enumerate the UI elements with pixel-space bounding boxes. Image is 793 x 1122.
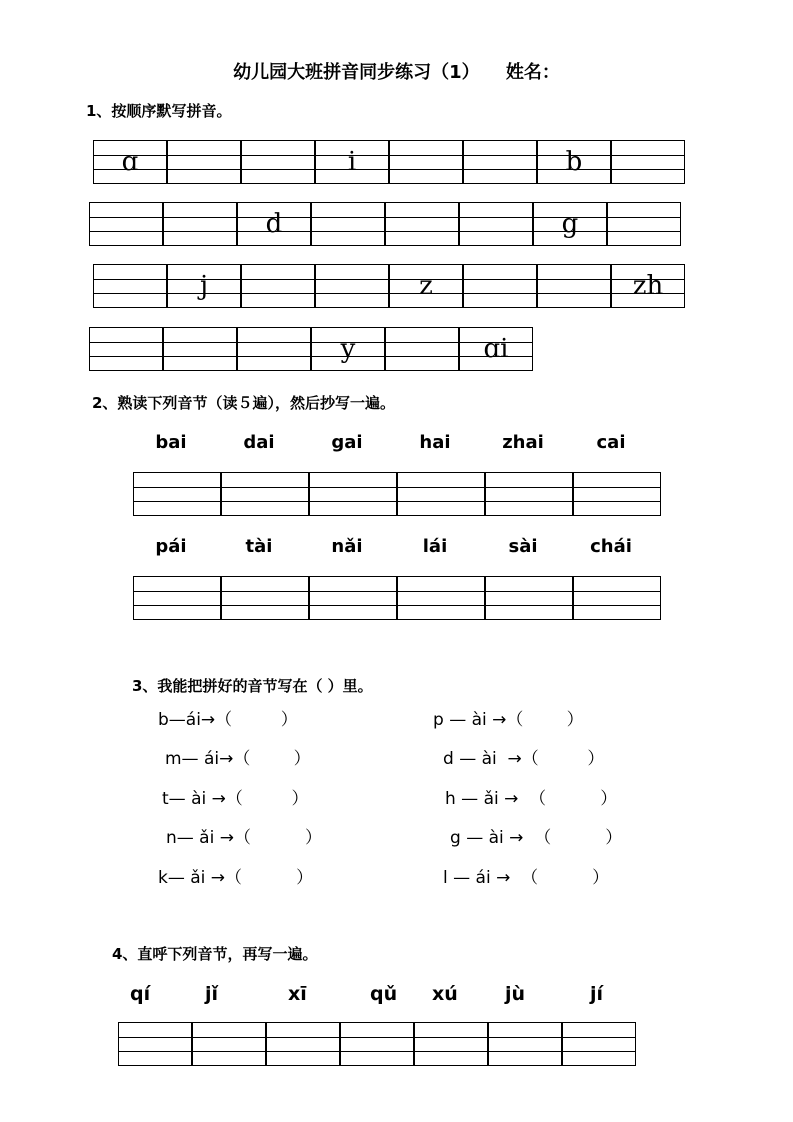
letter-box[interactable]: [459, 327, 533, 371]
letter-box[interactable]: [241, 140, 315, 184]
syllable-label: xī: [288, 983, 307, 1005]
syllable-label: jí: [590, 983, 604, 1005]
section-4-heading: 4、直呼下列音节，再写一遍。: [112, 945, 318, 963]
copy-box[interactable]: [340, 1022, 414, 1066]
syllable-label: lái: [422, 536, 448, 557]
copy-box[interactable]: [397, 472, 485, 516]
pinyin-combination[interactable]: k— ǎi →（ ）: [158, 868, 314, 888]
box-letter: z: [419, 271, 433, 301]
copy-box[interactable]: [309, 472, 397, 516]
letter-box[interactable]: [237, 202, 311, 246]
letter-box[interactable]: [385, 327, 459, 371]
pinyin-combination[interactable]: l — ái → （ ）: [443, 868, 610, 888]
letter-box[interactable]: [463, 140, 537, 184]
copy-box[interactable]: [309, 576, 397, 620]
letter-box[interactable]: [389, 140, 463, 184]
letter-box[interactable]: [385, 202, 459, 246]
copy-box[interactable]: [192, 1022, 266, 1066]
copy-box[interactable]: [133, 472, 221, 516]
copy-box[interactable]: [414, 1022, 488, 1066]
worksheet-title: 幼儿园大班拼音同步练习（1）: [233, 62, 480, 83]
letter-box[interactable]: [315, 264, 389, 308]
section-1-heading: 1、按顺序默写拼音。: [86, 102, 232, 120]
box-letter: b: [565, 147, 583, 177]
pinyin-combination[interactable]: t— ài →（ ）: [162, 789, 309, 809]
syllable-label: chái: [590, 536, 632, 557]
copy-box[interactable]: [485, 576, 573, 620]
box-letter: i: [347, 147, 357, 177]
letter-box[interactable]: [611, 140, 685, 184]
letter-box[interactable]: [89, 327, 163, 371]
syllable-label: hai: [419, 432, 451, 453]
copy-box[interactable]: [488, 1022, 562, 1066]
pinyin-combination[interactable]: n— ǎi →（ ）: [166, 828, 323, 848]
box-letter: ɑi: [483, 334, 509, 364]
copy-box[interactable]: [573, 472, 661, 516]
letter-box[interactable]: [163, 202, 237, 246]
copy-box[interactable]: [133, 576, 221, 620]
letter-box[interactable]: [463, 264, 537, 308]
syllable-label: bai: [155, 432, 187, 453]
letter-box[interactable]: [93, 140, 167, 184]
pinyin-combination[interactable]: m— ái→（ ）: [165, 749, 311, 769]
copy-box[interactable]: [562, 1022, 636, 1066]
page-title: [0, 58, 793, 84]
syllable-label: qí: [130, 983, 151, 1005]
letter-box[interactable]: [89, 202, 163, 246]
letter-box[interactable]: [311, 202, 385, 246]
syllable-label: dai: [243, 432, 275, 453]
box-letter: g: [561, 209, 579, 239]
box-letter: j: [199, 271, 209, 301]
letter-box[interactable]: [607, 202, 681, 246]
copy-box[interactable]: [118, 1022, 192, 1066]
syllable-label: zhai: [502, 432, 544, 453]
syllable-label: pái: [155, 536, 187, 557]
letter-box[interactable]: [167, 264, 241, 308]
copy-box[interactable]: [485, 472, 573, 516]
letter-box[interactable]: [611, 264, 685, 308]
section-3-heading: 3、我能把拼好的音节写在（ ）里。: [132, 677, 373, 695]
syllable-label: qǔ: [370, 983, 398, 1005]
section-2-heading: 2、熟读下列音节（读５遍），然后抄写一遍。: [92, 394, 395, 412]
letter-box[interactable]: [537, 140, 611, 184]
box-letter: ɑ: [121, 147, 139, 177]
letter-box[interactable]: [311, 327, 385, 371]
copy-box[interactable]: [573, 576, 661, 620]
syllable-label: jǐ: [205, 983, 219, 1005]
syllable-label: sài: [508, 536, 538, 557]
syllable-label: xú: [432, 983, 458, 1005]
letter-box[interactable]: [315, 140, 389, 184]
letter-box[interactable]: [93, 264, 167, 308]
box-letter: d: [265, 209, 283, 239]
name-label: 姓名：: [505, 62, 560, 83]
copy-box[interactable]: [221, 576, 309, 620]
copy-box[interactable]: [397, 576, 485, 620]
letter-box[interactable]: [237, 327, 311, 371]
copy-box[interactable]: [266, 1022, 340, 1066]
pinyin-combination[interactable]: h — ǎi → （ ）: [445, 789, 618, 809]
syllable-label: nǎi: [331, 536, 363, 557]
letter-box[interactable]: [241, 264, 315, 308]
pinyin-combination[interactable]: b—ái→（ ）: [158, 710, 298, 730]
box-letter: y: [340, 334, 356, 364]
letter-box[interactable]: [537, 264, 611, 308]
letter-box[interactable]: [163, 327, 237, 371]
syllable-label: gai: [331, 432, 363, 453]
pinyin-combination[interactable]: d — ài →（ ）: [443, 749, 605, 769]
letter-box[interactable]: [533, 202, 607, 246]
syllable-label: tài: [245, 536, 273, 557]
pinyin-combination[interactable]: p — ài →（ ）: [433, 710, 584, 730]
syllable-label: jù: [505, 983, 526, 1005]
pinyin-combination[interactable]: g — ài → （ ）: [450, 828, 623, 848]
box-letter: zh: [632, 271, 664, 301]
letter-box[interactable]: [459, 202, 533, 246]
letter-box[interactable]: [167, 140, 241, 184]
syllable-label: cai: [596, 432, 626, 453]
letter-box[interactable]: [389, 264, 463, 308]
copy-box[interactable]: [221, 472, 309, 516]
